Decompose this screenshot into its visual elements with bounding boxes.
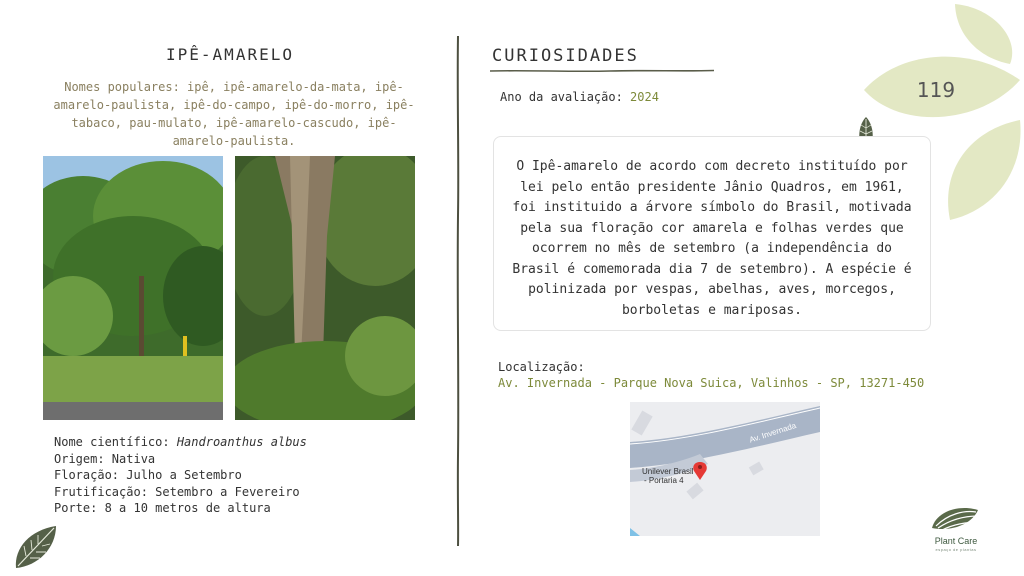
brand-name: Plant Care	[934, 536, 978, 546]
trunk-photo	[235, 156, 415, 420]
map-place-label-2: - Portaria 4	[644, 476, 684, 485]
evaluation-year-label: Ano da avaliação:	[500, 90, 631, 104]
leaf-shape-bottom	[948, 120, 1020, 220]
location-address: Av. Invernada - Parque Nova Suica, Valinhos - SP, 13271-450	[498, 376, 925, 390]
evaluation-year	[500, 90, 659, 104]
curiosities-title: CURIOSIDADES	[492, 46, 639, 66]
species-facts	[54, 434, 307, 517]
column-divider	[454, 36, 462, 546]
page-number: 119	[916, 78, 956, 102]
popular-names: Nomes populares: ipê, ipê-amarelo-da-mata, ipê-amarelo-paulista, ipê-do-campo, ipê-do-morro, ipê-tabaco, pau-mulato, ipê-amarelo-cascudo, ipê-amarelo-paulista.	[53, 80, 415, 148]
scientific-name-label: Nome científico:	[54, 435, 177, 449]
location-map[interactable]	[630, 402, 820, 536]
size-line: Porte: 8 a 10 metros de altura	[54, 501, 271, 515]
evaluation-year-value: 2024	[630, 90, 659, 104]
map-place-label-1: Unilever Brasil	[642, 467, 694, 476]
tree-photo	[43, 156, 223, 420]
species-title: IPÊ-AMARELO	[166, 45, 294, 64]
brand-tagline: espaço de plantas	[935, 547, 977, 552]
curiosity-text-box: O Ipê-amarelo de acordo com decreto instituído por lei pelo então presidente Jânio Quadros, em 1961, foi instituido a árvore símbolo do Brasil, motivada pela sua floração cor amarela e folhas verdes que ocorrem no mês de setembro (a independência do Brasil é comemorada dia 7 de setembro). A espécie é polinizada por vespas, abelhas, aves, morcegos, borboletas e mariposas.	[493, 136, 931, 331]
leaf-shape-top	[955, 4, 1012, 64]
map-street-label: Av. Invernada	[748, 420, 798, 445]
title-underline	[490, 67, 714, 75]
scientific-name-value: Handroanthus albus	[176, 435, 307, 449]
location-label: Localização:	[498, 360, 585, 374]
flowering-line: Floração: Julho a Setembro	[54, 468, 242, 482]
origin-line: Origem: Nativa	[54, 451, 156, 466]
fruiting-line: Frutificação: Setembro a Fevereiro	[54, 484, 300, 499]
leaf-icon-bottom-left	[10, 522, 60, 572]
scientific-name-line	[54, 434, 307, 451]
